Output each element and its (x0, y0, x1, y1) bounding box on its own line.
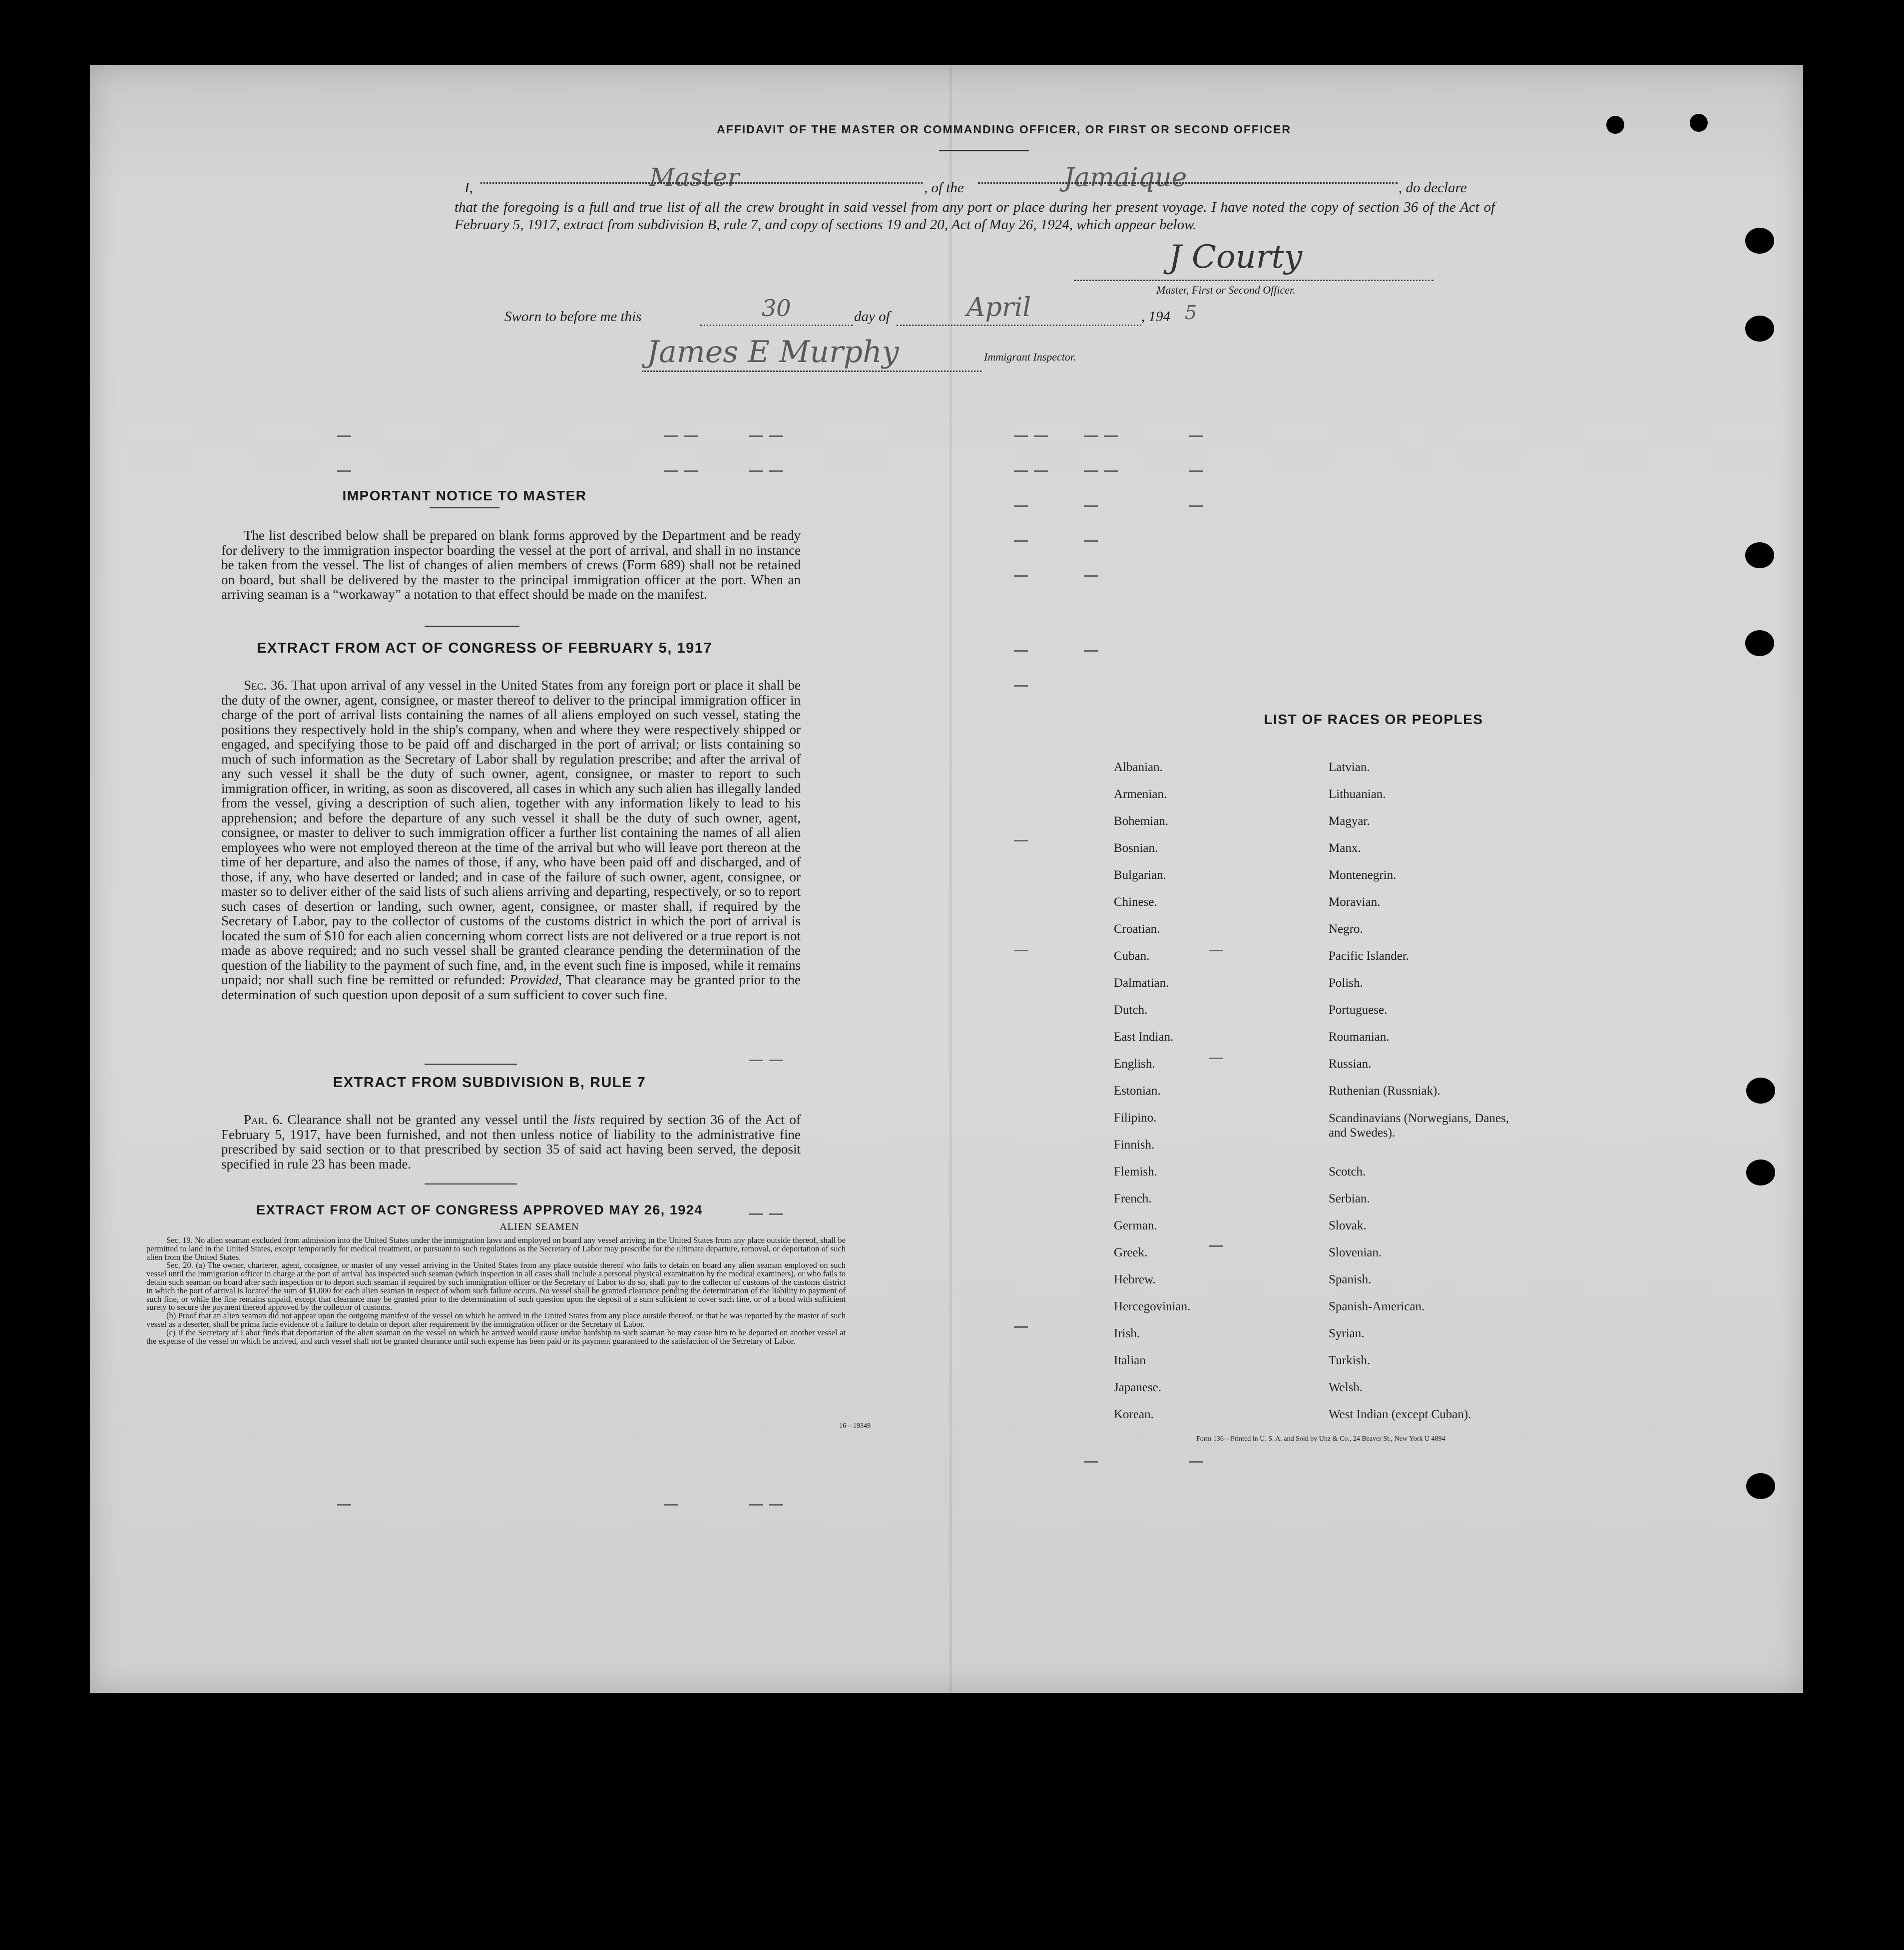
race-item: Pacific Islander. (1329, 949, 1410, 963)
races-title: LIST OF RACES OR PEOPLES (1264, 712, 1483, 727)
race-item: Cuban. (1114, 949, 1150, 963)
extract-1917-end-rule (425, 1064, 517, 1065)
race-item: Scandinavians (Norwegians, Danes, and Swedes). (1329, 1112, 1509, 1140)
sworn-label: Sworn to before me this (504, 309, 642, 325)
affidavit-title-rule (939, 150, 1029, 151)
race-item: German. (1114, 1219, 1157, 1232)
par-6-lists: lists (573, 1112, 595, 1127)
sworn-month-blank (897, 325, 1141, 326)
race-item: Spanish. (1329, 1273, 1372, 1286)
subdivision-end-rule (425, 1183, 517, 1184)
race-item: Filipino. (1114, 1111, 1157, 1125)
inspector-signature: James E Murphy (647, 335, 899, 370)
race-item: Flemish. (1114, 1165, 1157, 1178)
race-item: Hercegovinian. (1114, 1300, 1191, 1313)
race-item: Estonian. (1114, 1084, 1161, 1098)
form-footer: Form 136—Printed in U. S. A. and Sold by Unz & Co., 24 Beaver St., New York U 4894 (1196, 1435, 1445, 1443)
race-item: Serbian. (1329, 1192, 1370, 1205)
race-item: Croatian. (1114, 922, 1160, 936)
par-6-text-b: required by section 36 of the Act of February 5, 1917, have been furnished, and not then unless notice of liability to the administrative fine prescribed by said section or to that prescribed by section 35 of said act having been served, the deposit specified in rule 23 has been made. (221, 1112, 801, 1171)
race-item: Roumanian. (1329, 1030, 1390, 1044)
sec-20c-text: (c) If the Secretary of Labor finds that deportation of the alien seaman on the vessel on which he arrived would cause undue hardship to such seaman he may cause him to be deported on another vessel at the expense of the vessel on which he arrived, and such vessel shall not be granted clearance until such expense has been paid or its payment guaranteed to the satisfaction of the Secretary of Labor. (146, 1327, 846, 1346)
punch-hole (1746, 1473, 1775, 1499)
race-item: Spanish-American. (1329, 1300, 1425, 1313)
sworn-day-blank (700, 325, 853, 326)
notice-end-rule (425, 626, 519, 627)
race-item: English. (1114, 1057, 1155, 1071)
race-item: Dutch. (1114, 1003, 1148, 1017)
race-item: Chinese. (1114, 895, 1157, 909)
sec-36-label: Sec. 36. (244, 678, 288, 693)
vessel-handwriting: Jamaique (1064, 163, 1187, 193)
affidavit-i-label: I, (465, 180, 473, 196)
race-item: Bosnian. (1114, 841, 1158, 855)
race-item: Montenegrin. (1329, 868, 1397, 882)
race-item: East Indian. (1114, 1030, 1174, 1044)
race-item: Latvian. (1329, 761, 1370, 774)
punch-hole (1745, 228, 1774, 254)
notice-title: IMPORTANT NOTICE TO MASTER (342, 488, 587, 503)
sec-20b-text: (b) Proof that an alien seaman did not appear upon the outgoing manifest of the vessel on which he arrived in the United States from any place outside thereof, or that he was reported by the master of such vessel as a deserter, shall be prima facie evidence of a failure to detain or deport after requirement by the immigration officer or the Secretary of Labor. (146, 1311, 846, 1329)
affidavit-title: AFFIDAVIT OF THE MASTER OR COMMANDING OFFICER, OR FIRST OR SECOND OFFICER (717, 123, 1291, 136)
punch-hole (1745, 316, 1774, 342)
extract-1917-body (221, 678, 801, 1002)
par-6-label: Par. 6. (244, 1112, 283, 1127)
notice-title-rule (430, 507, 499, 508)
punch-hole (1745, 542, 1774, 568)
race-item: Korean. (1114, 1408, 1154, 1421)
race-item: Syrian. (1329, 1327, 1365, 1340)
race-item: Bohemian. (1114, 814, 1169, 828)
sec-36-text: That upon arrival of any vessel in the United States from any foreign port or place it shall be the duty of the owner, agent, consignee, or master thereof to deliver to the principal immigration officer in charge of the port of arrival lists containing the names of all aliens employed on such vessel, stating the positions they respectively hold in the ship's company, when and where they were respectively shipped or engaged, and specifying those to be paid off and discharged in the port of arrival; or lists containing so much of such information as the Secretary of Labor shall by regulation prescribe; and after the arrival of any such vessel it shall be the duty of such owner, agent, consignee, or master to report to such immigration officer, in writing, as soon as discovered, all cases in which any such alien has illegally landed from the vessel, giving a description of such alien, together with any information likely to lead to his apprehension; and before the departure of any such vessel it shall be the duty of such owner, agent, consignee, or master to deliver to such immigration officer a further list containing the names of all alien employees who were not employed thereon at the time of the arrival but who will leave port thereon at the time of her departure, and also the names of those, if any, who have been paid off and discharged, and of those, if any, who have deserted or landed; and in case of the failure of such owner, agent, consignee, or master so to deliver either of the said lists of such aliens arriving and departing, respectively, or so to report such cases of desertion or landing, such owner, agent, consignee, or master shall, if required by the Secretary of Labor, pay to the collector of customs of the customs district in which the port of arrival is located the sum of $10 for each alien concerning whom correct lists are not delivered or a true report is not made as above required; and no such vessel shall be granted clearance pending the determination of the question of the liability to the payment of such fine, and, in the event such fine is imposed, while it remains unpaid; nor shall such fine be remitted or refunded: (221, 678, 801, 987)
race-item: Ruthenian (Russniak). (1329, 1084, 1440, 1098)
notice-body: The list described below shall be prepared on blank forms approved by the Department and be ready for delivery to the immigration inspector boarding the vessel at the port of arrival, and shall in no instance be taken from the vessel. The list of changes of alien members of crews (Form 689) shall not be retained on board, but shall be delivered by the master to the principal immigration officer at the port. When an arriving seaman is a “workaway” a notation to that effect should be made on the manifest. (221, 528, 801, 602)
race-item: Manx. (1329, 841, 1361, 855)
extract-1917-title: EXTRACT FROM ACT OF CONGRESS OF FEBRUARY 5, 1917 (256, 640, 713, 656)
race-item: Russian. (1329, 1057, 1372, 1071)
subdivision-body (221, 1113, 801, 1171)
center-fold (949, 65, 952, 1693)
race-item: Irish. (1114, 1327, 1140, 1340)
extract-1924-subtitle: ALIEN SEAMEN (499, 1221, 579, 1232)
race-item: Albanian. (1114, 761, 1163, 774)
sec-20a-text: Sec. 20. (a) The owner, charterer, agent, consignee, or master of any vessel arriving in the United States from any place outside thereof who fails to detain on board any alien seaman employed on such vessel until the immigration officer in charge at the port of arrival has inspected such seaman (which inspection in all cases shall include a personal physical examination by the medical examiners), or who fails to detain such seaman on board after such inspection or to deport such seaman if required by such immigration officer or the Secretary of Labor to do so, shall pay to the collector of customs of the customs district in which the port of arrival is located the sum of $1,000 for each alien seaman in respect of whom such failure occurs. No vessel shall be granted clearance pending the determination of the liability to payment of such fine, or while the fine remains unpaid, except that clearance may be granted prior to the determination of such question upon the deposit of a sum sufficient to cover such fine, or of a bond with sufficient surety to secure the payment thereof approved by the collector of customs. (146, 1260, 846, 1312)
inspector-caption: Immigrant Inspector. (984, 351, 1076, 363)
race-item: Moravian. (1329, 895, 1381, 909)
signature-caption: Master, First or Second Officer. (1156, 284, 1296, 296)
race-item: Slovak. (1329, 1219, 1367, 1232)
year-label: , 194 (1141, 309, 1170, 325)
inspector-line (642, 371, 981, 372)
master-signature: J Courty (1169, 239, 1303, 276)
race-item: Negro. (1329, 922, 1363, 936)
race-item: Magyar. (1329, 814, 1370, 828)
race-item: Welsh. (1329, 1381, 1363, 1394)
print-code: 16—19349 (839, 1422, 871, 1430)
race-item: Dalmatian. (1114, 976, 1169, 990)
race-item: Polish. (1329, 976, 1363, 990)
affidavit-of-the: , of the (924, 180, 964, 196)
race-item: French. (1114, 1192, 1152, 1205)
subdivision-title: EXTRACT FROM SUBDIVISION B, RULE 7 (333, 1075, 646, 1091)
proviso-label: Provided, (509, 972, 562, 987)
proviso-text: That clearance may be granted prior to the determination of such question upon deposit of a sum sufficient to cover such fine. (221, 972, 801, 1002)
race-item: Italian (1114, 1354, 1146, 1367)
document-sheet (90, 65, 1803, 1693)
vessel-blank (978, 182, 1398, 184)
punch-hole (1606, 116, 1624, 134)
punch-hole (1746, 1160, 1775, 1185)
extract-1924-body (146, 1236, 846, 1345)
affidavit-declaration: that the foregoing is a full and true list of all the crew brought in said vessel from any port or place during her present voyage. I have noted the copy of section 36 of the Act of February 5, 1917, extract from subdivision B, rule 7, and copy of sections 19 and 20, Act of May 26, 1924, which appear below. (455, 199, 1495, 233)
race-item: Lithuanian. (1329, 787, 1386, 801)
punch-hole (1690, 114, 1708, 132)
punch-hole (1746, 1078, 1775, 1104)
race-item: Finnish. (1114, 1138, 1155, 1152)
race-item: Hebrew. (1114, 1273, 1156, 1286)
day-of-label: day of (854, 309, 890, 325)
punch-hole (1745, 630, 1774, 656)
race-item: Greek. (1114, 1246, 1148, 1259)
master-handwriting: Master (649, 163, 740, 192)
race-item: Armenian. (1114, 787, 1167, 801)
extract-1924-title: EXTRACT FROM ACT OF CONGRESS APPROVED MAY 26, 1924 (256, 1202, 703, 1217)
race-item: Japanese. (1114, 1381, 1162, 1394)
race-item: Turkish. (1329, 1354, 1371, 1367)
sworn-month-handwriting: April (966, 293, 1031, 323)
par-6-text-a: Clearance shall not be granted any vessel until the (287, 1112, 569, 1127)
race-item: West Indian (except Cuban). (1329, 1408, 1471, 1421)
race-item: Scotch. (1329, 1165, 1366, 1178)
signature-line (1074, 280, 1433, 281)
race-item: Bulgarian. (1114, 868, 1166, 882)
race-item: Slovenian. (1329, 1246, 1382, 1259)
sworn-day-handwriting: 30 (762, 295, 791, 322)
sec-19-text: Sec. 19. No alien seaman excluded from admission into the United States under the immigration laws and employed on board any vessel arriving in the United States from any place outside thereof, shall be permitted to land in the United States, except temporarily for medical treatment, or pursuant to such regulations as the Secretary of Labor may prescribe for the ultimate departure, removal, or deportation of such alien from the United States. (146, 1235, 846, 1262)
affidavit-do-declare: , do declare (1399, 180, 1467, 196)
year-handwriting: 5 (1185, 302, 1197, 324)
race-item: Portuguese. (1329, 1003, 1388, 1017)
